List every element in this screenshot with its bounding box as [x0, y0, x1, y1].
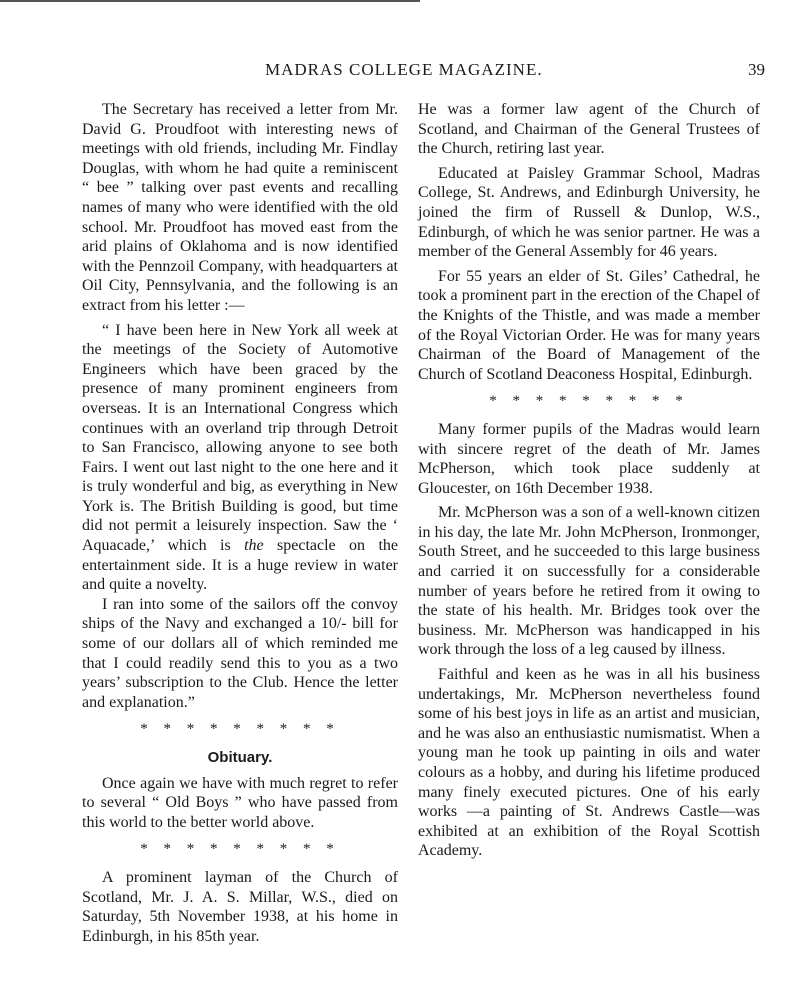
mcpherson-artist: Faithful and keen as he was in all his business undertakings, Mr. McPherson nevertheless found some of his best joys in life as an artist and musician, and he was also an enthusiastic numismatist. When a young man he took up painting in oils and water colours as a hobby, and during his lifetime produced many finely executed pictures. One of his early works —a painting of St. Andrews Castle—was exhibited at an exhibition of the Royal Scottish Academy.: [418, 666, 760, 860]
proudfoot-letter-quote: [82, 321, 398, 595]
top-rule: [0, 0, 420, 2]
millar-elder: For 55 years an elder of St. Giles’ Cathedral, he took a prominent part in the erection of the Chapel of the Knights of the Thistle, and was made a member of the Royal Victorian Order. He was for many years Chairman of the Board of Management of the Church of Scotland Deaconess Hospital, Edinburgh.: [418, 267, 760, 383]
obituary-intro: Once again we have with much regret to refer to several “ Old Boys ” who have passed from this world to the better world above.: [82, 774, 398, 831]
millar-obituary-start: A prominent layman of the Church of Scotland, Mr. J. A. S. Millar, W.S., died on Saturday, 5th November 1938, at his home in Edinburgh, in his 85th year.: [82, 868, 398, 945]
proudfoot-letter-close: I ran into some of the sailors off the convoy ships of the Navy and exchanged a 10/- bill for some of our dollars all of which reminded me that I could readily send this to you as a two years’ subscription to the Club. Hence the letter and explanation.”: [82, 595, 398, 711]
page-header: [60, 60, 765, 82]
mcpherson-business: Mr. McPherson was a son of a well-known citizen in his day, the late Mr. John McPherson, Ironmonger, South Street, and he succeeded to this large business and carried it on successfully for a considerable number of years before he retired from it owing to the state of his health. Mr. Bridges took over the business. Mr. McPherson was handicapped in his work through the loss of a leg caused by illness.: [418, 504, 760, 659]
obituary-heading: Obituary.: [207, 749, 273, 766]
section-separator: * * * * * * * * *: [140, 841, 340, 858]
millar-education: Educated at Paisley Grammar School, Madras College, St. Andrews, and Edinburgh University, he joined the firm of Russell & Dunlop, W.S., Edinburgh, of which he was senior partner. He was a member of the General Assembly for 46 years.: [418, 164, 760, 261]
quote-text-start: “ I have been here in New York all week at the meetings of the Society of Automotive Engineers which have been graced by the presence of many prominent engineers from overseas. It is an International Congress which continues with an overland trip through Detroit to San Francisco, allowing anyone to see both Fairs. I went out last night to the one here and it is truly wonderful and big, as everything in New York is. The British Building is good, but time did not permit a leisurely inspection. Saw the ‘ Aquacade,’ which is: [82, 321, 398, 555]
magazine-title: MADRAS COLLEGE MAGAZINE.: [265, 60, 543, 79]
left-column: [82, 100, 398, 951]
proudfoot-letter-intro: The Secretary has received a letter from Mr. David G. Proudfoot with interesting news of meetings with old friends, including Mr. Findlay Douglas, with whom he had quite a reminiscent “ bee ” talking over past events and recalling names of many who were identified with the old school. Mr. Proudfoot has moved east from the arid plains of Oklahoma and is now identified with the Pennzoil Company, with headquarters at Oil City, Pennsylvania, and the following is an extract from his letter :—: [82, 101, 398, 314]
section-separator: * * * * * * * * *: [140, 721, 340, 738]
page-number: 39: [748, 60, 765, 79]
quote-emphasis: the: [244, 537, 264, 555]
mcpherson-obituary-intro: Many former pupils of the Madras would learn with sincere regret of the death of Mr. James McPherson, which took place suddenly at Gloucester, on 16th December 1938.: [418, 420, 760, 497]
millar-law-agent: He was a former law agent of the Church of Scotland, and Chairman of the General Trustees of the Church, retiring last year.: [418, 101, 760, 158]
quote-text-end: spectacle on the entertainment side. It is a huge review in water and quite a novelty.: [82, 537, 399, 594]
section-separator: * * * * * * * * *: [489, 393, 689, 410]
right-column: [418, 100, 760, 866]
